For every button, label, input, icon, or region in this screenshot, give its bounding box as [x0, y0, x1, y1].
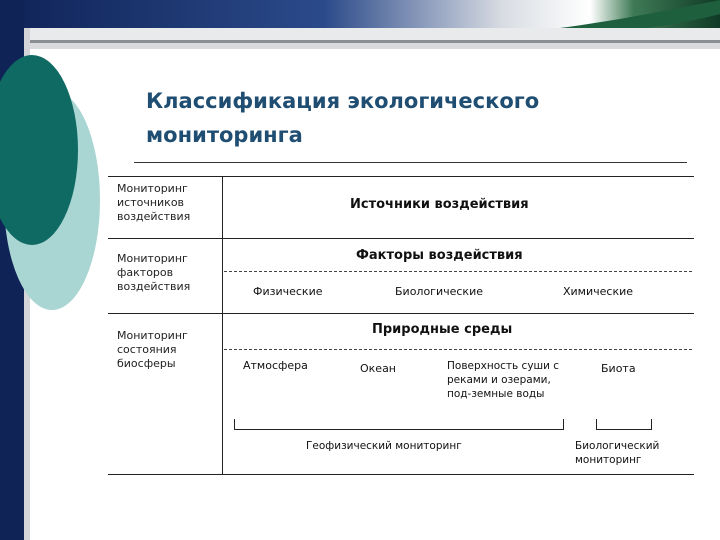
table-top-border: [108, 176, 694, 177]
environment-ocean: Океан: [360, 362, 397, 375]
group-geophysical-monitoring: Геофизический мониторинг: [306, 440, 462, 452]
factor-biological: Биологические: [395, 285, 483, 298]
row-label-sources: Мониторинг источников воздействия: [117, 182, 191, 223]
heading-natural-environments: Природные среды: [372, 322, 513, 337]
heading-sources: Источники воздействия: [350, 197, 529, 212]
group-biological-monitoring: Биологический мониторинг: [575, 440, 660, 466]
left-decoration: [0, 0, 120, 540]
environment-land-surface: Поверхность суши с реками и озерами, под-земные воды: [447, 360, 560, 400]
geophysical-bracket: [234, 419, 564, 430]
row-2-dashed-divider: [224, 271, 692, 272]
slide-title-line-2: мониторинга: [146, 123, 303, 147]
environment-biota: Биота: [601, 362, 636, 375]
row-label-biosphere: Мониторинг состояния биосферы: [117, 329, 188, 370]
biological-bracket: [596, 419, 652, 430]
row-divider-2: [108, 313, 694, 314]
row-3-dashed-divider: [224, 349, 692, 350]
row-divider-1: [108, 238, 694, 239]
environment-atmosphere: Атмосфера: [243, 359, 308, 372]
factor-physical: Физические: [253, 285, 323, 298]
slide-title: [146, 84, 646, 152]
factor-chemical: Химические: [563, 285, 634, 298]
slide-title-line-1: Классификация экологического: [146, 89, 540, 113]
title-underline: [134, 162, 687, 163]
table-bottom-border: [108, 474, 694, 475]
row-label-factors: Мониторинг факторов воздействия: [117, 252, 191, 293]
heading-factors: Факторы воздействия: [356, 248, 523, 263]
